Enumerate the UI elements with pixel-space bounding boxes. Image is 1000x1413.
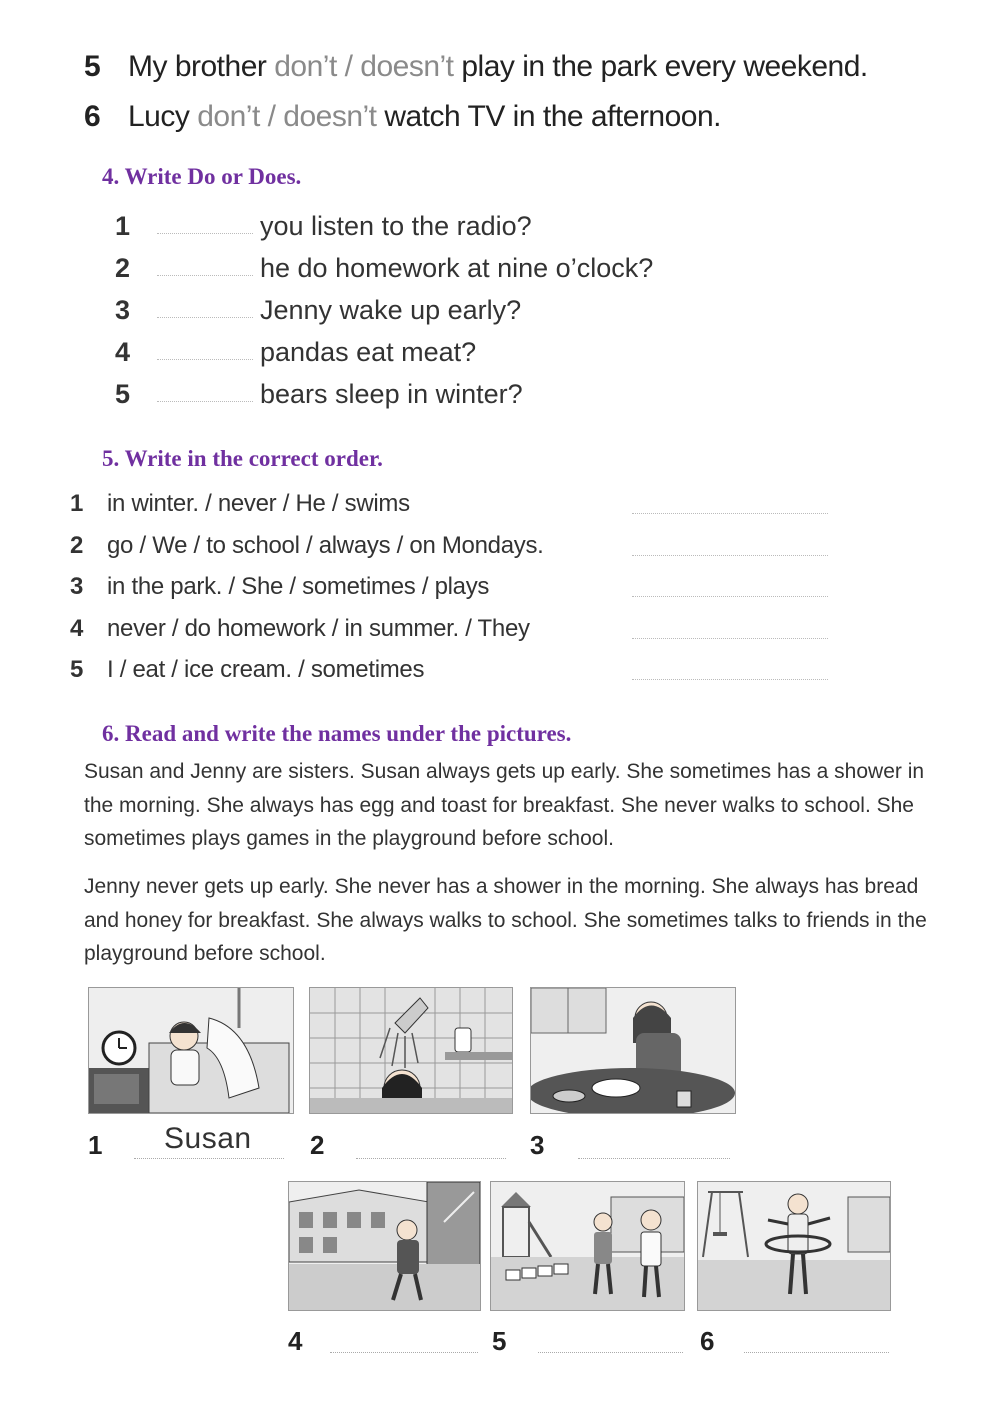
answer-blank[interactable] <box>578 1158 730 1159</box>
item-text: pandas eat meat? <box>260 337 477 367</box>
answer-blank[interactable] <box>632 513 828 514</box>
answer-blank[interactable] <box>157 233 253 234</box>
answer-blank[interactable] <box>538 1352 683 1353</box>
picture-number: 3 <box>530 1130 545 1160</box>
girl-breakfast-picture <box>530 987 736 1114</box>
sentence-after: play in the park every weekend. <box>453 50 868 83</box>
item-text: in the park. / She / sometimes / plays <box>107 573 490 600</box>
girl-hula-hoop-picture <box>697 1181 891 1311</box>
answer-blank[interactable] <box>356 1158 506 1159</box>
sentence-number: 6 <box>84 100 101 133</box>
picture-number: 1 <box>88 1130 103 1160</box>
answer-blank[interactable] <box>632 638 828 639</box>
section4-heading: 4. Write Do or Does. <box>102 164 302 189</box>
answer-blank[interactable] <box>157 401 253 402</box>
item-number: 1 <box>70 490 84 517</box>
answer-blank[interactable] <box>157 275 253 276</box>
item-number: 5 <box>115 379 131 409</box>
section5-heading: 5. Write in the correct order. <box>102 446 383 471</box>
sentence-before: Lucy <box>128 100 198 133</box>
answer-blank[interactable] <box>632 555 828 556</box>
item-text: he do homework at nine o’clock? <box>260 253 654 283</box>
item-number: 2 <box>70 532 84 559</box>
item-text: I / eat / ice cream. / sometimes <box>107 656 425 683</box>
sentence-options[interactable]: don’t / doesn’t <box>274 50 454 83</box>
answer-blank[interactable] <box>157 359 253 360</box>
section6-heading: 6. Read and write the names under the pictures. <box>102 721 572 746</box>
item-number: 4 <box>70 615 84 642</box>
sentence-5 <box>84 50 868 84</box>
sentence-options[interactable]: don’t / doesn’t <box>197 100 377 133</box>
item-number: 3 <box>70 573 84 600</box>
girl-shower-picture <box>309 987 513 1114</box>
answer-blank[interactable] <box>632 596 828 597</box>
sentence-before: My brother <box>128 50 275 83</box>
item-text: you listen to the radio? <box>260 211 532 241</box>
item-number: 3 <box>115 295 131 325</box>
sentence-after: watch TV in the afternoon. <box>376 100 722 133</box>
item-number: 1 <box>115 211 131 241</box>
picture-number: 5 <box>492 1326 507 1356</box>
item-text: in winter. / never / He / swims <box>107 490 410 517</box>
girl-waking-up-picture <box>88 987 294 1114</box>
answer-blank[interactable] <box>157 317 253 318</box>
picture-answer[interactable]: Susan <box>164 1122 252 1155</box>
item-text: Jenny wake up early? <box>260 295 522 325</box>
sentence-6 <box>84 100 721 134</box>
item-text: go / We / to school / always / on Mondays. <box>107 532 544 559</box>
sentence-number: 5 <box>84 50 101 83</box>
picture-number: 4 <box>288 1326 303 1356</box>
item-number: 4 <box>115 337 131 367</box>
item-text: bears sleep in winter? <box>260 379 523 409</box>
item-number: 2 <box>115 253 131 283</box>
answer-blank[interactable] <box>632 679 828 680</box>
girl-walking-to-school-picture <box>288 1181 481 1311</box>
answer-blank[interactable] <box>134 1158 284 1159</box>
answer-blank[interactable] <box>744 1352 889 1353</box>
item-text: never / do homework / in summer. / They <box>107 615 530 642</box>
girls-talking-playground-picture <box>490 1181 685 1311</box>
picture-number: 2 <box>310 1130 325 1160</box>
picture-number: 6 <box>700 1326 715 1356</box>
story-paragraph-susan: Susan and Jenny are sisters. Susan always gets up early. She sometimes has a shower in the morning. She always has egg and toast for breakfast. She never walks to school. She sometimes plays games in the playground before school. <box>84 760 925 850</box>
item-number: 5 <box>70 656 84 683</box>
story-paragraph-jenny: Jenny never gets up early. She never has a shower in the morning. She always has bread and honey for breakfast. She always walks to school. She sometimes talks to friends in the playground before school. <box>84 875 927 965</box>
answer-blank[interactable] <box>330 1352 478 1353</box>
